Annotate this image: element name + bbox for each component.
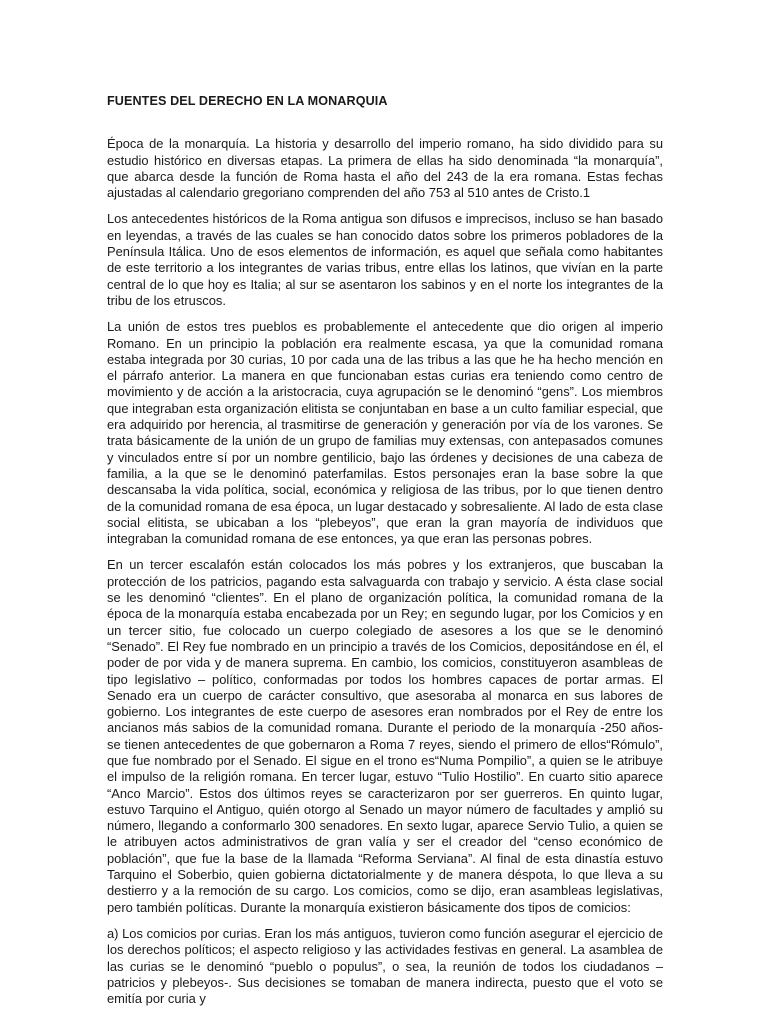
document-page: [107, 93, 663, 1017]
paragraph-tercer-escalafon: En un tercer escalafón están colocados los más pobres y los extranjeros, que buscaban la protección de los patricios, pagando esta salvaguarda con trabajo y servicio. A ésta clase social se les denominó “clientes”. En el plano de organización política, la comunidad romana de la época de la monarquía estaba encabezada por un Rey; en segundo lugar, por los Comicios y en un tercer sitio, fue colocado un cuerpo colegiado de asesores a los que se le denominó “Senado”. El Rey fue nombrado en un principio a través de los Comicios, depositándose en él, el poder de por vida y de manera suprema. En cambio, los comicios, constituyeron asambleas de tipo legislativo – político, conformadas por todos los hombres capaces de portar armas. El Senado era un cuerpo de carácter consultivo, que asesoraba al monarca en sus labores de gobierno. Los integrantes de este cuerpo de asesores eran nombrados por el Rey de entre los ancianos más sabios de la comunidad romana. Durante el periodo de la monarquía -250 años- se tienen antecedentes de que gobernaron a Roma 7 reyes, siendo el primero de ellos“Rómulo”, que fue nombrado por el Senado. El sigue en el trono es“Numa Pompilio”, a quien se le atribuye el impulso de la religión romana. En tercer lugar, estuvo “Tulio Hostilio”. En cuarto sitio aparece “Anco Marcio”. Estos dos últimos reyes se caracterizaron por ser guerreros. En quinto lugar, estuvo Tarquino el Antiguo, quién otorgo al Senado un mayor número de facultades y amplió su número, llegando a conformarlo 300 senadores. En sexto lugar, aparece Servio Tulio, a quien se le atribuyen actos administrativos de gran valía y ser el creador del “censo económico de población”, que fue la base de la llamada “Reforma Serviana”. Al final de esta dinastía estuvo Tarquino el Soberbio, quien gobierna dictatorialmente y de manera déspota, lo que lleva a su destierro y a la remoción de su cargo. Los comicios, como se dijo, eran asambleas legislativas, pero también políticas. Durante la monarquía existieron básicamente dos tipos de comicios:: [107, 557, 663, 915]
document-title: FUENTES DEL DERECHO EN LA MONARQUIA: [107, 94, 388, 108]
paragraph-epoca-monarquia: Época de la monarquía. La historia y desarrollo del imperio romano, ha sido dividido para su estudio histórico en diversas etapas. La primera de ellas ha sido denominada “la monarquía”, que abarca desde la función de Roma hasta el año del 243 de la era romana. Estas fechas ajustadas al calendario gregoriano comprenden del año 753 al 510 antes de Cristo.1: [107, 136, 663, 201]
paragraph-comicios-curias: a) Los comicios por curias. Eran los más antiguos, tuvieron como función asegurar el ejercicio de los derechos políticos; el aspecto religioso y las actividades festivas en general. La asamblea de las curias se le denominó “pueblo o populus”, o sea, la reunión de todos los ciudadanos –patricios y plebeyos-. Sus decisiones se tomaban de manera indirecta, puesto que el voto se emitía por curia y: [107, 925, 663, 1007]
paragraph-union-pueblos: La unión de estos tres pueblos es probablemente el antecedente que dio origen al imperio Romano. En un principio la población era realmente escasa, ya que la comunidad romana estaba integrada por 30 curias, 10 por cada una de las tribus a las que he ha hecho mención en el párrafo anterior. La manera en que funcionaban estas curias era teniendo como centro de movimiento y de acción a la aristocracia, cuya agrupación se le denominó “gens”. Los miembros que integraban esta organización elitista se conjuntaban en base a un culto familiar especial, que era adquirido por herencia, al trasmitirse de generación y generación por vía de los varones. Se trata básicamente de la unión de un grupo de familias muy extensas, con antepasados comunes y vinculados entre sí por un nombre gentilicio, bajo las órdenes y decisiones de una cabeza de familia, a la que se le denominó paterfamilas. Estos personajes eran la base sobre la que descansaba la vida política, social, económica y religiosa de las tribus, por lo que tienen dentro de la comunidad romana de esa época, un lugar destacado y sobresaliente. Al lado de esta clase social elitista, se ubicaban a los “plebeyos”, que eran la gran mayoría de individuos que integraban la comunidad romana de ese entonces, ya que eran las personas pobres.: [107, 319, 663, 547]
paragraph-antecedentes: Los antecedentes históricos de la Roma antigua son difusos e imprecisos, incluso se han basado en leyendas, a través de las cuales se han conocido datos sobre los primeros pobladores de la Península Itálica. Uno de esos elementos de información, es aquel que señala como habitantes de este territorio a los integrantes de varias tribus, entre ellas los latinos, que vivían en la parte central de lo que hoy es Italia; al sur se asentaron los sabinos y en el norte los integrantes de la tribu de los etruscos.: [107, 211, 663, 308]
